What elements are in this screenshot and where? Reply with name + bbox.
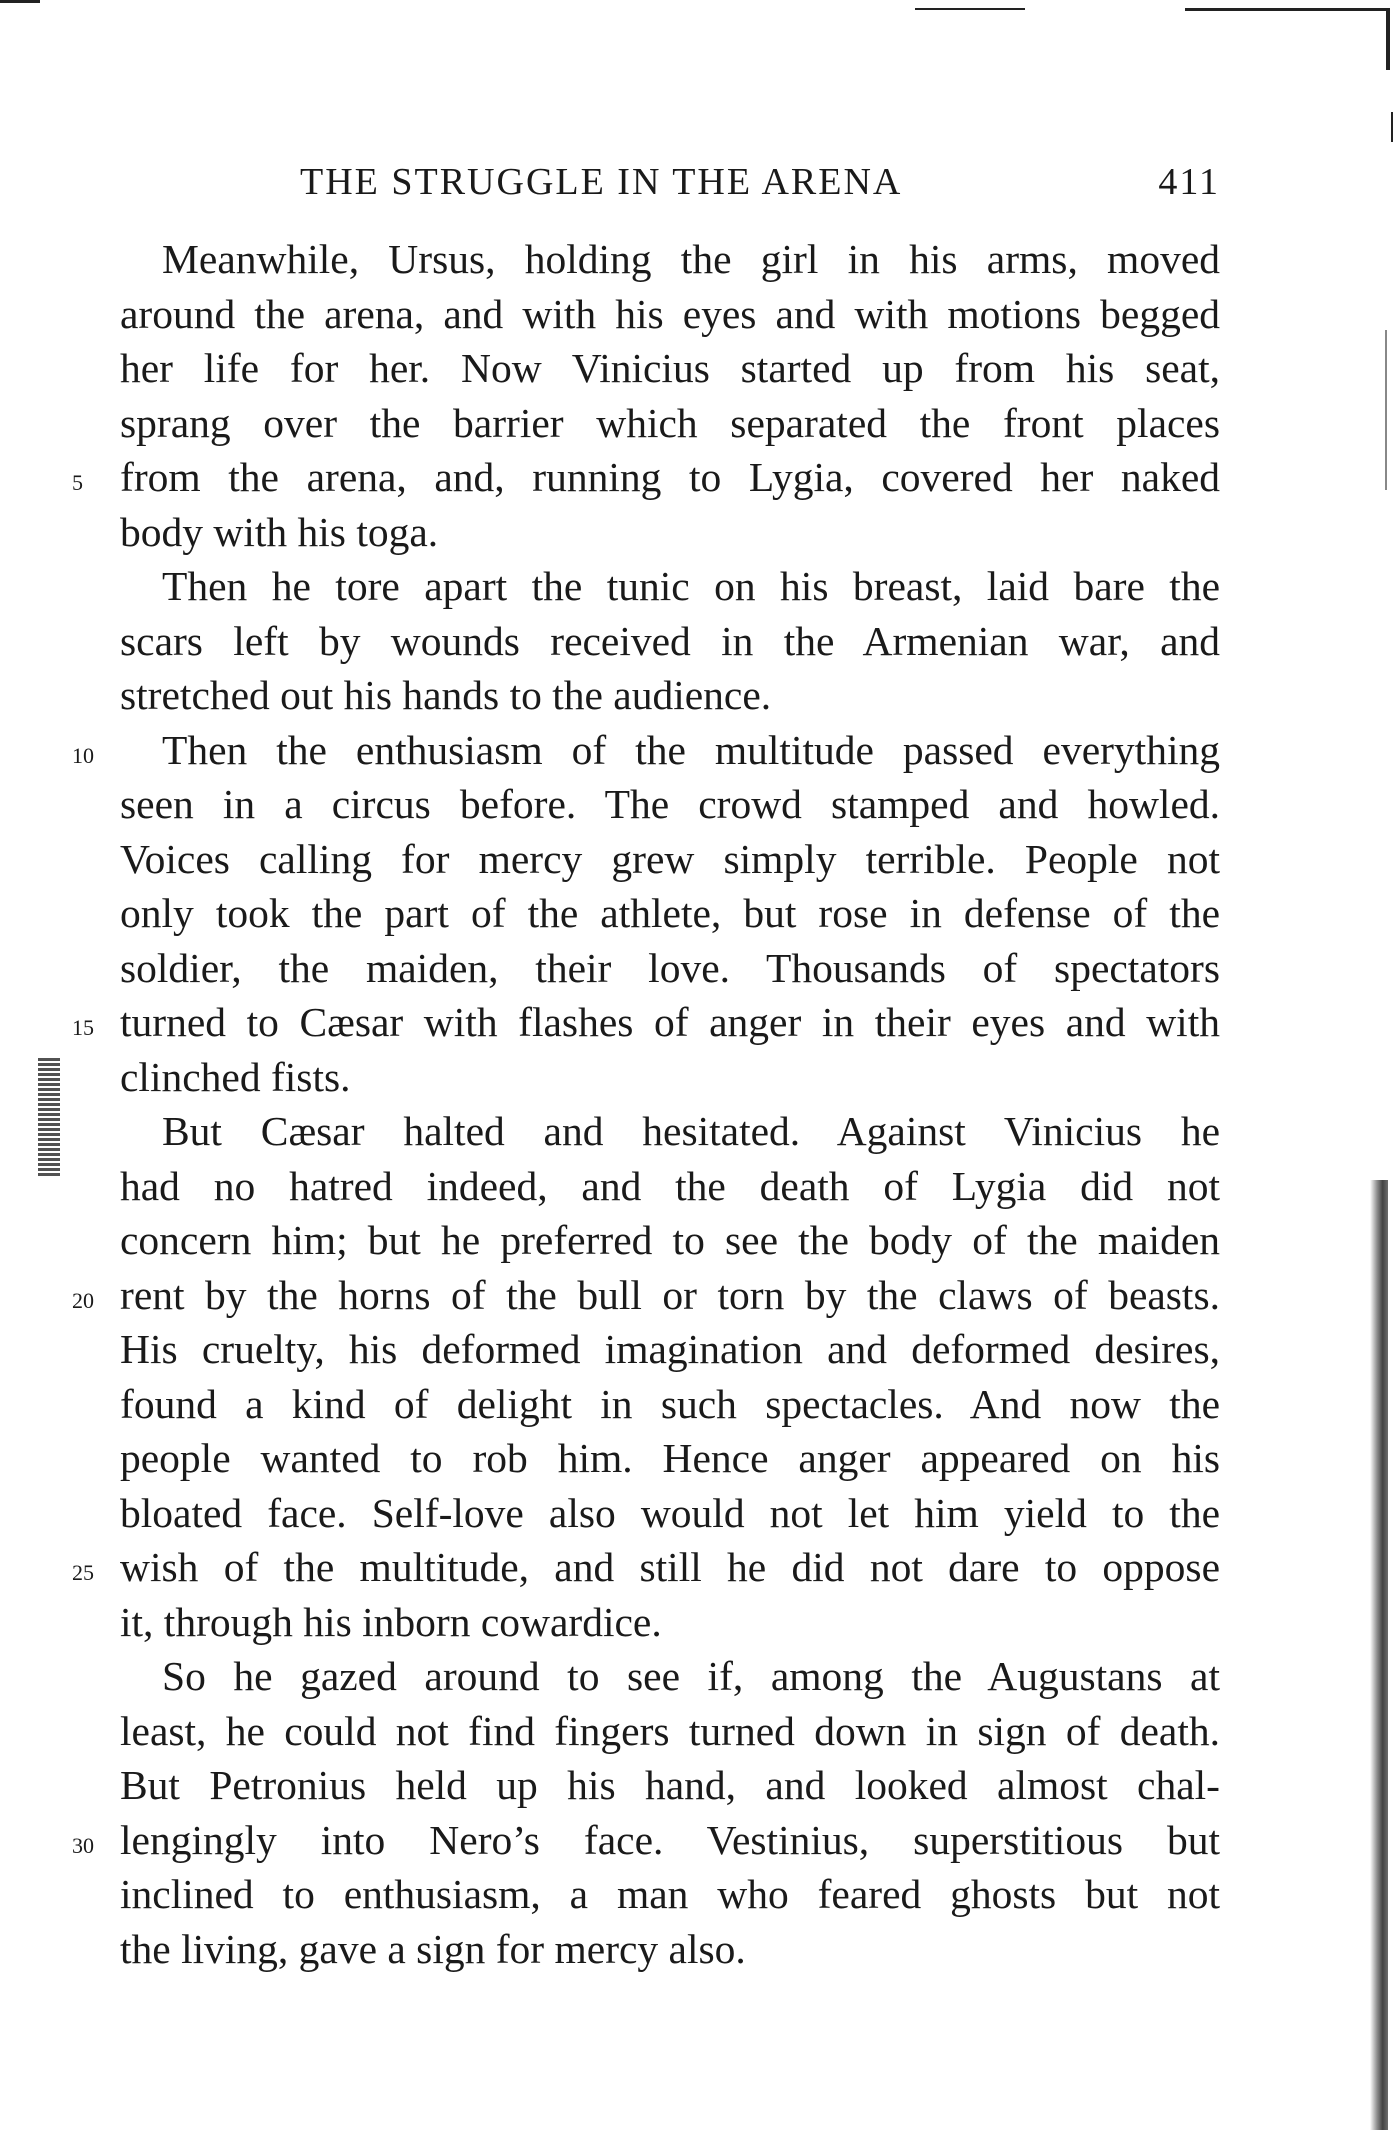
text-line: 30 lengingly into Nero’s face. Vestinius, superstitious but (120, 1813, 1220, 1868)
line-number: 15 (72, 1015, 94, 1040)
margin-scan-mark (38, 1058, 60, 1178)
page-number: 411 (1158, 161, 1220, 203)
text-line: scars left by wounds received in the Armenian war, and (120, 617, 1220, 664)
body-text (72, 232, 1220, 1976)
scan-top-right-rule (1185, 8, 1390, 11)
text-line: seen in a circus before. The crowd stamped and howled. (120, 781, 1220, 827)
line-number: 20 (72, 1287, 94, 1313)
line-number: 25 (72, 1560, 94, 1585)
text-line: her life for her. Now Vinicius started up from his seat, (120, 345, 1220, 391)
text-line: 25 wish of the multitude, and still he did not dare to oppose (120, 1540, 1220, 1595)
text-line: only took the part of the athlete, but rose in defense of the (120, 890, 1220, 936)
text-line: clinched fists. (120, 1053, 351, 1100)
text-line: body with his toga. (120, 508, 439, 555)
scan-top-rule (915, 8, 1025, 10)
text-line: Voices calling for mercy grew simply terrible. People not (120, 835, 1220, 882)
text-line: around the arena, and with his eyes and with motions begged (120, 290, 1220, 337)
line-number: 30 (72, 1832, 94, 1858)
text-line: sprang over the barrier which separated the front places (120, 399, 1220, 446)
text-line: But Petronius held up his hand, and looked almost chal- (120, 1762, 1220, 1808)
text-line: had no hatred indeed, and the death of Lygia did not (120, 1162, 1220, 1209)
text-line: inclined to enthusiasm, a man who feared ghosts but not (120, 1871, 1220, 1917)
text-line: found a kind of delight in such spectacles. And now the (120, 1380, 1220, 1427)
scan-right-tick-2 (1385, 330, 1387, 490)
text-line: least, he could not find fingers turned down in sign of death. (120, 1707, 1220, 1754)
text-line: the living, gave a sign for mercy also. (120, 1925, 746, 1972)
scan-right-edge-line (1386, 10, 1390, 70)
page-edge-shadow (1370, 1180, 1388, 2130)
scan-top-left-rule (0, 0, 40, 3)
text-line: 5 from the arena, and, running to Lygia, covered her naked (120, 450, 1220, 505)
text-line: soldier, the maiden, their love. Thousands of spectators (120, 944, 1220, 991)
text-line: concern him; but he preferred to see the body of the maiden (120, 1217, 1220, 1263)
line-number: 5 (72, 470, 83, 495)
text-line: people wanted to rob him. Hence anger appeared on his (120, 1435, 1220, 1481)
text-line: 20 rent by the horns of the bull or torn by the claws of beasts. (120, 1268, 1220, 1323)
text-line: stretched out his hands to the audience. (120, 672, 772, 718)
running-header (300, 160, 1220, 210)
text-line: His cruelty, his deformed imagination and deformed desires, (120, 1326, 1220, 1372)
scan-right-tick (1391, 112, 1393, 142)
line-number: 10 (72, 742, 94, 768)
text-line: 15 turned to Cæsar with flashes of anger in their eyes and with (120, 995, 1220, 1050)
text-line: Then he tore apart the tunic on his breast, laid bare the (162, 563, 1220, 609)
text-line: So he gazed around to see if, among the Augustans at (162, 1653, 1220, 1699)
running-title: THE STRUGGLE IN THE ARENA (300, 161, 903, 203)
text-line: it, through his inborn cowardice. (120, 1598, 662, 1645)
text-line: Meanwhile, Ursus, holding the girl in his arms, moved (162, 236, 1220, 282)
text-line: 10 Then the enthusiasm of the multitude passed everything (120, 723, 1220, 778)
text-line: But Cæsar halted and hesitated. Against Vinicius he (162, 1108, 1220, 1154)
text-line: bloated face. Self-love also would not let him yield to the (120, 1489, 1220, 1536)
